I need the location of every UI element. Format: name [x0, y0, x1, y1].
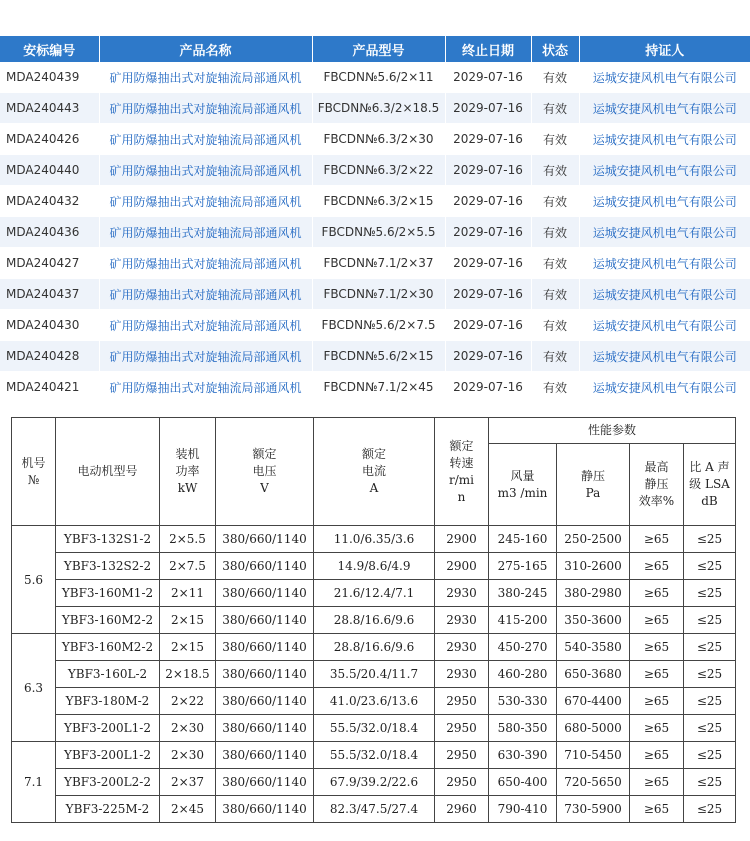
voltage-cell: 380/660/1140: [216, 769, 314, 796]
holder-link[interactable]: 运城安捷风机电气有限公司: [579, 93, 750, 124]
product-model-cell: FBCDN№7.1/2×37: [312, 248, 445, 279]
pressure-cell: 350-3600: [557, 607, 630, 634]
speed-cell: 2950: [435, 688, 489, 715]
speed-cell: 2930: [435, 634, 489, 661]
efficiency-cell: ≥65: [630, 796, 684, 823]
airflow-cell: 380-245: [489, 580, 557, 607]
cert-id-cell: MDA240430: [0, 310, 99, 341]
efficiency-cell: ≥65: [630, 634, 684, 661]
product-name-link[interactable]: 矿用防爆抽出式对旋轴流局部通风机: [99, 124, 312, 155]
speed-cell: 2950: [435, 742, 489, 769]
pressure-cell: 680-5000: [557, 715, 630, 742]
power-cell: 2×11: [160, 580, 216, 607]
holder-link[interactable]: 运城安捷风机电气有限公司: [579, 217, 750, 248]
noise-cell: ≤25: [684, 769, 736, 796]
efficiency-cell: ≥65: [630, 742, 684, 769]
col-header-product-model: 产品型号: [312, 36, 445, 62]
holder-link[interactable]: 运城安捷风机电气有限公司: [579, 62, 750, 93]
power-cell: 2×30: [160, 742, 216, 769]
header-power: 装机 功率 kW: [160, 418, 216, 526]
header-jihao: 机号 №: [12, 418, 56, 526]
holder-link[interactable]: 运城安捷风机电气有限公司: [579, 124, 750, 155]
status-cell: 有效: [531, 248, 579, 279]
current-cell: 35.5/20.4/11.7: [314, 661, 435, 688]
power-cell: 2×15: [160, 634, 216, 661]
product-model-cell: FBCDN№6.3/2×15: [312, 186, 445, 217]
perf-table-row: [12, 796, 736, 823]
current-cell: 21.6/12.4/7.1: [314, 580, 435, 607]
voltage-cell: 380/660/1140: [216, 634, 314, 661]
product-model-cell: FBCDN№5.6/2×11: [312, 62, 445, 93]
status-cell: 有效: [531, 124, 579, 155]
status-cell: 有效: [531, 279, 579, 310]
efficiency-cell: ≥65: [630, 607, 684, 634]
current-cell: 11.0/6.35/3.6: [314, 526, 435, 553]
current-cell: 55.5/32.0/18.4: [314, 742, 435, 769]
efficiency-cell: ≥65: [630, 580, 684, 607]
voltage-cell: 380/660/1140: [216, 553, 314, 580]
expiry-date-cell: 2029-07-16: [445, 217, 531, 248]
current-cell: 28.8/16.6/9.6: [314, 607, 435, 634]
power-cell: 2×18.5: [160, 661, 216, 688]
status-cell: 有效: [531, 62, 579, 93]
airflow-cell: 630-390: [489, 742, 557, 769]
voltage-cell: 380/660/1140: [216, 580, 314, 607]
product-model-cell: FBCDN№5.6/2×7.5: [312, 310, 445, 341]
header-current: 额定 电流 A: [314, 418, 435, 526]
efficiency-cell: ≥65: [630, 688, 684, 715]
status-cell: 有效: [531, 93, 579, 124]
noise-cell: ≤25: [684, 661, 736, 688]
power-cell: 2×5.5: [160, 526, 216, 553]
performance-table: [11, 417, 736, 823]
cert-id-cell: MDA240421: [0, 372, 99, 403]
cert-id-cell: MDA240440: [0, 155, 99, 186]
airflow-cell: 790-410: [489, 796, 557, 823]
header-voltage: 额定 电压 V: [216, 418, 314, 526]
pressure-cell: 650-3680: [557, 661, 630, 688]
cert-header-row: [0, 36, 750, 62]
perf-table-row: [12, 715, 736, 742]
pressure-cell: 730-5900: [557, 796, 630, 823]
motor-model-cell: YBF3-200L2-2: [56, 769, 160, 796]
status-cell: 有效: [531, 155, 579, 186]
cert-table-row: [0, 310, 750, 341]
status-cell: 有效: [531, 341, 579, 372]
cert-id-cell: MDA240437: [0, 279, 99, 310]
holder-link[interactable]: 运城安捷风机电气有限公司: [579, 248, 750, 279]
voltage-cell: 380/660/1140: [216, 742, 314, 769]
expiry-date-cell: 2029-07-16: [445, 310, 531, 341]
col-header-status: 状态: [531, 36, 579, 62]
noise-cell: ≤25: [684, 607, 736, 634]
motor-model-cell: YBF3-160L-2: [56, 661, 160, 688]
efficiency-cell: ≥65: [630, 661, 684, 688]
speed-cell: 2930: [435, 607, 489, 634]
cert-table-row: [0, 279, 750, 310]
status-cell: 有效: [531, 310, 579, 341]
current-cell: 28.8/16.6/9.6: [314, 634, 435, 661]
expiry-date-cell: 2029-07-16: [445, 279, 531, 310]
noise-cell: ≤25: [684, 634, 736, 661]
noise-cell: ≤25: [684, 715, 736, 742]
perf-table-body: [12, 526, 736, 823]
motor-model-cell: YBF3-160M2-2: [56, 634, 160, 661]
cert-table-body: [0, 62, 750, 403]
speed-cell: 2950: [435, 715, 489, 742]
product-name-link[interactable]: 矿用防爆抽出式对旋轴流局部通风机: [99, 62, 312, 93]
power-cell: 2×22: [160, 688, 216, 715]
cert-table-row: [0, 186, 750, 217]
status-cell: 有效: [531, 186, 579, 217]
pressure-cell: 720-5650: [557, 769, 630, 796]
col-header-expiry-date: 终止日期: [445, 36, 531, 62]
voltage-cell: 380/660/1140: [216, 688, 314, 715]
header-speed: 额定 转速 r/mi n: [435, 418, 489, 526]
power-cell: 2×7.5: [160, 553, 216, 580]
col-header-product-name: 产品名称: [99, 36, 312, 62]
efficiency-cell: ≥65: [630, 526, 684, 553]
machine-number-cell: 6.3: [12, 634, 56, 742]
airflow-cell: 415-200: [489, 607, 557, 634]
power-cell: 2×45: [160, 796, 216, 823]
cert-id-cell: MDA240443: [0, 93, 99, 124]
airflow-cell: 245-160: [489, 526, 557, 553]
product-name-link[interactable]: 矿用防爆抽出式对旋轴流局部通风机: [99, 93, 312, 124]
perf-table-row: [12, 580, 736, 607]
expiry-date-cell: 2029-07-16: [445, 248, 531, 279]
product-model-cell: FBCDN№7.1/2×45: [312, 372, 445, 403]
motor-model-cell: YBF3-180M-2: [56, 688, 160, 715]
motor-model-cell: YBF3-160M1-2: [56, 580, 160, 607]
speed-cell: 2950: [435, 769, 489, 796]
header-performance-group: 性能参数: [489, 418, 736, 444]
holder-link[interactable]: 运城安捷风机电气有限公司: [579, 155, 750, 186]
noise-cell: ≤25: [684, 688, 736, 715]
speed-cell: 2960: [435, 796, 489, 823]
perf-table-row: [12, 661, 736, 688]
cert-table-row: [0, 217, 750, 248]
product-name-link[interactable]: 矿用防爆抽出式对旋轴流局部通风机: [99, 186, 312, 217]
holder-link[interactable]: 运城安捷风机电气有限公司: [579, 341, 750, 372]
product-model-cell: FBCDN№7.1/2×30: [312, 279, 445, 310]
speed-cell: 2900: [435, 526, 489, 553]
efficiency-cell: ≥65: [630, 769, 684, 796]
airflow-cell: 450-270: [489, 634, 557, 661]
machine-number-cell: 7.1: [12, 742, 56, 823]
speed-cell: 2930: [435, 661, 489, 688]
airflow-cell: 530-330: [489, 688, 557, 715]
pressure-cell: 250-2500: [557, 526, 630, 553]
product-name-link[interactable]: 矿用防爆抽出式对旋轴流局部通风机: [99, 310, 312, 341]
speed-cell: 2930: [435, 580, 489, 607]
holder-link[interactable]: 运城安捷风机电气有限公司: [579, 310, 750, 341]
motor-model-cell: YBF3-200L1-2: [56, 715, 160, 742]
product-model-cell: FBCDN№5.6/2×15: [312, 341, 445, 372]
expiry-date-cell: 2029-07-16: [445, 62, 531, 93]
noise-cell: ≤25: [684, 580, 736, 607]
airflow-cell: 650-400: [489, 769, 557, 796]
cert-id-cell: MDA240426: [0, 124, 99, 155]
product-model-cell: FBCDN№5.6/2×5.5: [312, 217, 445, 248]
product-name-link[interactable]: 矿用防爆抽出式对旋轴流局部通风机: [99, 217, 312, 248]
expiry-date-cell: 2029-07-16: [445, 341, 531, 372]
header-airflow: 风量 m3 /min: [489, 444, 557, 526]
pressure-cell: 540-3580: [557, 634, 630, 661]
perf-table-row: [12, 553, 736, 580]
header-noise: 比 A 声 级 LSA dB: [684, 444, 736, 526]
col-header-cert-id: 安标编号: [0, 36, 99, 62]
noise-cell: ≤25: [684, 742, 736, 769]
perf-table-row: [12, 769, 736, 796]
machine-number-cell: 5.6: [12, 526, 56, 634]
expiry-date-cell: 2029-07-16: [445, 124, 531, 155]
perf-table-row: [12, 634, 736, 661]
product-name-link[interactable]: 矿用防爆抽出式对旋轴流局部通风机: [99, 155, 312, 186]
col-header-holder: 持证人: [579, 36, 750, 62]
header-motor-model: 电动机型号: [56, 418, 160, 526]
pressure-cell: 310-2600: [557, 553, 630, 580]
product-name-link[interactable]: 矿用防爆抽出式对旋轴流局部通风机: [99, 248, 312, 279]
speed-cell: 2900: [435, 553, 489, 580]
airflow-cell: 275-165: [489, 553, 557, 580]
noise-cell: ≤25: [684, 796, 736, 823]
perf-header-row-1: [12, 418, 736, 444]
perf-table-row: [12, 688, 736, 715]
power-cell: 2×15: [160, 607, 216, 634]
current-cell: 67.9/39.2/22.6: [314, 769, 435, 796]
holder-link[interactable]: 运城安捷风机电气有限公司: [579, 372, 750, 403]
perf-table-row: [12, 526, 736, 553]
airflow-cell: 580-350: [489, 715, 557, 742]
power-cell: 2×37: [160, 769, 216, 796]
noise-cell: ≤25: [684, 526, 736, 553]
header-efficiency: 最高 静压 效率%: [630, 444, 684, 526]
product-model-cell: FBCDN№6.3/2×18.5: [312, 93, 445, 124]
power-cell: 2×30: [160, 715, 216, 742]
cert-id-cell: MDA240436: [0, 217, 99, 248]
holder-link[interactable]: 运城安捷风机电气有限公司: [579, 279, 750, 310]
pressure-cell: 380-2980: [557, 580, 630, 607]
product-name-link[interactable]: 矿用防爆抽出式对旋轴流局部通风机: [99, 372, 312, 403]
voltage-cell: 380/660/1140: [216, 607, 314, 634]
pressure-cell: 670-4400: [557, 688, 630, 715]
cert-table-row: [0, 341, 750, 372]
voltage-cell: 380/660/1140: [216, 661, 314, 688]
current-cell: 82.3/47.5/27.4: [314, 796, 435, 823]
cert-id-cell: MDA240428: [0, 341, 99, 372]
voltage-cell: 380/660/1140: [216, 526, 314, 553]
motor-model-cell: YBF3-132S2-2: [56, 553, 160, 580]
holder-link[interactable]: 运城安捷风机电气有限公司: [579, 186, 750, 217]
efficiency-cell: ≥65: [630, 553, 684, 580]
cert-id-cell: MDA240432: [0, 186, 99, 217]
product-model-cell: FBCDN№6.3/2×22: [312, 155, 445, 186]
efficiency-cell: ≥65: [630, 715, 684, 742]
cert-table-row: [0, 248, 750, 279]
noise-cell: ≤25: [684, 553, 736, 580]
product-model-cell: FBCDN№6.3/2×30: [312, 124, 445, 155]
motor-model-cell: YBF3-225M-2: [56, 796, 160, 823]
certificate-table: [0, 36, 750, 403]
motor-model-cell: YBF3-160M2-2: [56, 607, 160, 634]
current-cell: 41.0/23.6/13.6: [314, 688, 435, 715]
cert-table-row: [0, 93, 750, 124]
current-cell: 55.5/32.0/18.4: [314, 715, 435, 742]
expiry-date-cell: 2029-07-16: [445, 93, 531, 124]
product-name-link[interactable]: 矿用防爆抽出式对旋轴流局部通风机: [99, 279, 312, 310]
status-cell: 有效: [531, 217, 579, 248]
current-cell: 14.9/8.6/4.9: [314, 553, 435, 580]
cert-table-row: [0, 124, 750, 155]
expiry-date-cell: 2029-07-16: [445, 155, 531, 186]
cert-table-row: [0, 62, 750, 93]
expiry-date-cell: 2029-07-16: [445, 186, 531, 217]
perf-table-row: [12, 742, 736, 769]
cert-table-row: [0, 372, 750, 403]
cert-id-cell: MDA240439: [0, 62, 99, 93]
cert-table-row: [0, 155, 750, 186]
perf-table-row: [12, 607, 736, 634]
motor-model-cell: YBF3-200L1-2: [56, 742, 160, 769]
voltage-cell: 380/660/1140: [216, 715, 314, 742]
pressure-cell: 710-5450: [557, 742, 630, 769]
status-cell: 有效: [531, 372, 579, 403]
voltage-cell: 380/660/1140: [216, 796, 314, 823]
header-static-pressure: 静压 Pa: [557, 444, 630, 526]
expiry-date-cell: 2029-07-16: [445, 372, 531, 403]
airflow-cell: 460-280: [489, 661, 557, 688]
motor-model-cell: YBF3-132S1-2: [56, 526, 160, 553]
cert-id-cell: MDA240427: [0, 248, 99, 279]
product-name-link[interactable]: 矿用防爆抽出式对旋轴流局部通风机: [99, 341, 312, 372]
